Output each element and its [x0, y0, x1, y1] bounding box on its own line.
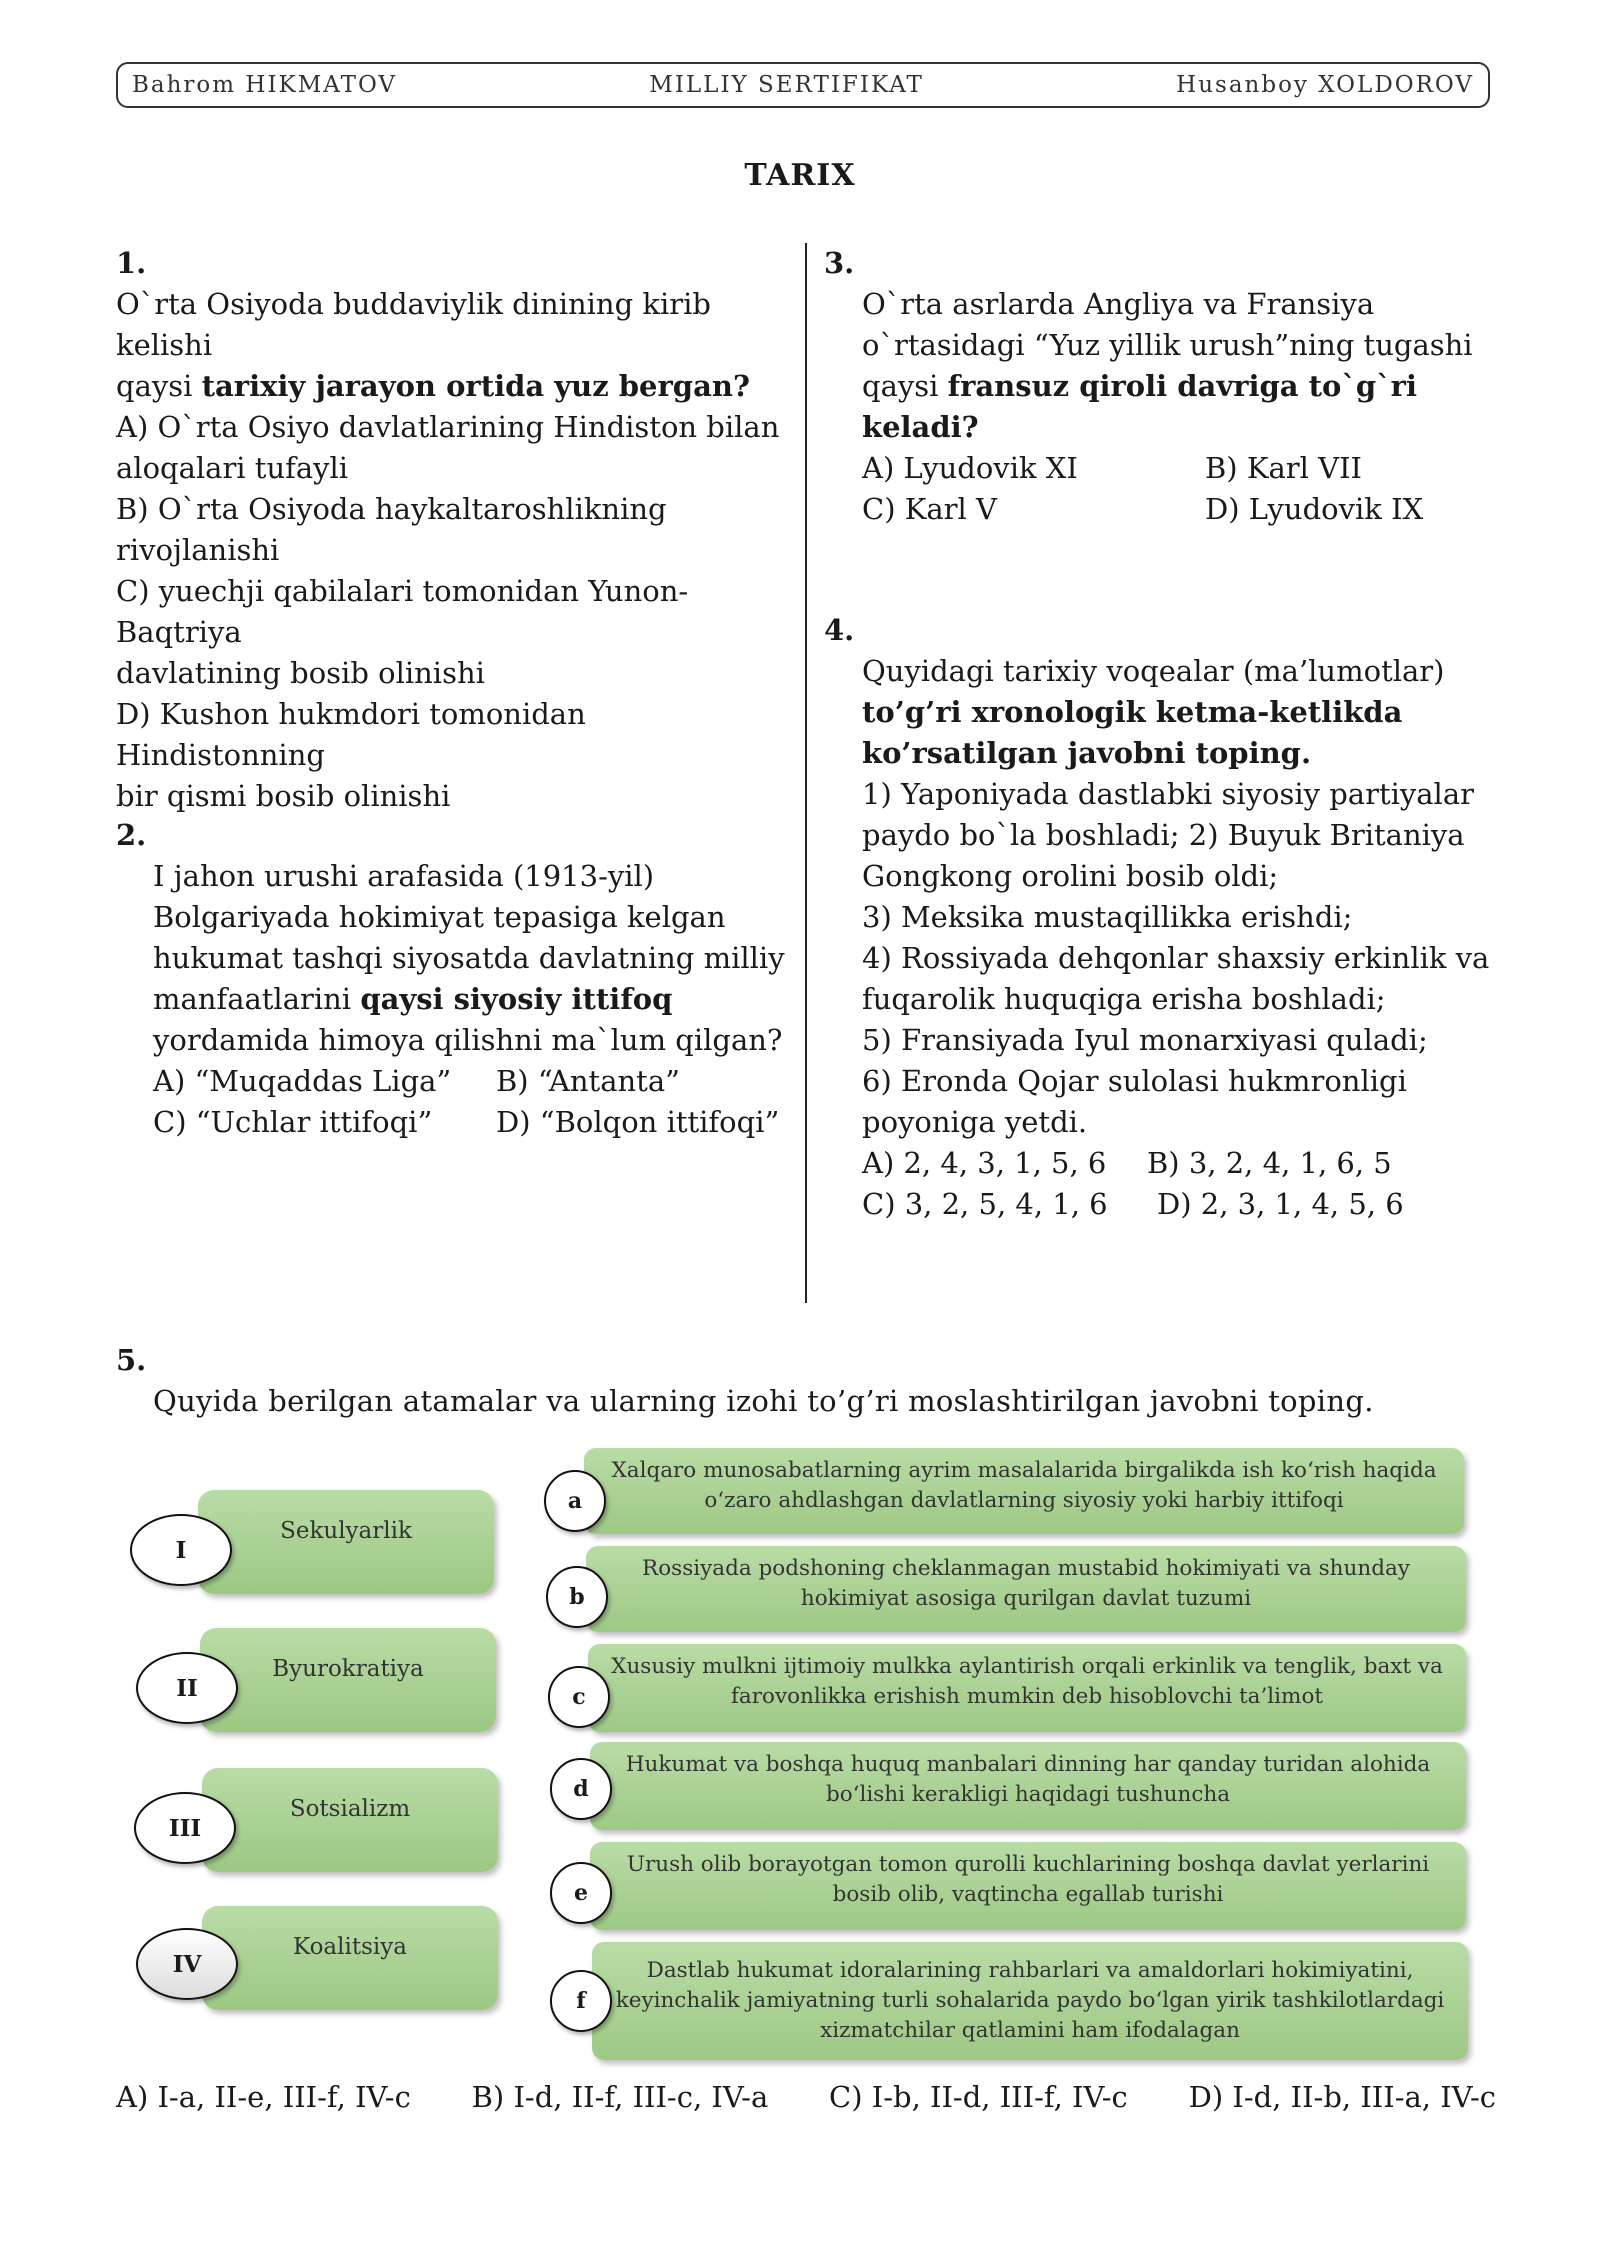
- question-2: [116, 815, 796, 1143]
- question-text: keladi?: [862, 410, 979, 444]
- option-b: B) O`rta Osiyoda haykaltaroshlikning: [116, 492, 667, 526]
- roman-label-2: II: [136, 1652, 238, 1724]
- event-line: 5) Fransiyada Iyul monarxiyasi quladi;: [862, 1023, 1428, 1057]
- option-d-cont: bir qismi bosib olinishi: [116, 779, 451, 813]
- roman-label-1: I: [130, 1514, 232, 1586]
- definition-d: Hukumat va boshqa huquq manbalari dinning har qanday turidan alohida bo‘lishi kerakligi haqidagi tushuncha: [590, 1742, 1466, 1830]
- event-line: paydo bo`la boshladi; 2) Buyuk Britaniya: [862, 818, 1465, 852]
- question-text: O`rta Osiyoda buddaviylik dinining kirib kelishi: [116, 287, 711, 362]
- author-left: Bahrom HIKMATOV: [132, 72, 398, 98]
- definition-c: Xususiy mulkni ijtimoiy mulkka aylantirish orqali erkinlik va tenglik, baxt va farovonlikka erishish mumkin deb hisoblovchi ta’limot: [588, 1644, 1466, 1732]
- option-d: D) Lyudovik IX: [1205, 492, 1424, 526]
- letter-b: b: [546, 1566, 608, 1628]
- answer-options: [116, 2080, 1496, 2114]
- option-a: A) 2, 4, 3, 1, 5, 6: [862, 1146, 1107, 1180]
- option-d: D) I-d, II-b, III-a, IV-c: [1188, 2080, 1496, 2114]
- question-number: 1.: [116, 246, 147, 280]
- option-c: C) “Uchlar ittifoqi”: [153, 1105, 433, 1139]
- definition-a: Xalqaro munosabatlarning ayrim masalalarida birgalikda ish ko‘rish haqida o‘zaro ahdlashgan davlatlarning siyosiy yoki harbiy ittifoqi: [584, 1448, 1464, 1534]
- question-number: 5.: [116, 1343, 147, 1377]
- option-b-cont: rivojlanishi: [116, 533, 280, 567]
- page-header: [116, 62, 1490, 108]
- question-text: yordamida himoya qilishni ma`lum qilgan?: [153, 1023, 783, 1057]
- option-a: A) “Muqaddas Liga”: [153, 1064, 452, 1098]
- option-b: B) 3, 2, 4, 1, 6, 5: [1147, 1146, 1392, 1180]
- letter-a: a: [544, 1470, 606, 1532]
- letter-e: e: [550, 1862, 612, 1924]
- question-text: Bolgariyada hokimiyat tepasiga kelgan: [153, 900, 726, 934]
- term-box-3: Sotsializm: [202, 1768, 498, 1872]
- option-d: D) Kushon hukmdori tomonidan Hindistonning: [116, 697, 586, 772]
- event-line: poyoniga yetdi.: [862, 1105, 1088, 1139]
- event-line: 6) Eronda Qojar sulolasi hukmronligi: [862, 1064, 1407, 1098]
- question-text: hukumat tashqi siyosatda davlatning milliy: [153, 941, 785, 975]
- question-text: qaysi tarixiy jarayon ortida yuz bergan?: [116, 369, 750, 403]
- term-box-4: Koalitsiya: [202, 1906, 498, 2010]
- question-text: o`rtasidagi “Yuz yillik urush”ning tugashi: [862, 328, 1473, 362]
- term-box-2: Byurokratiya: [200, 1628, 496, 1732]
- option-a: A) Lyudovik XI: [862, 451, 1078, 485]
- option-b: B) Karl VII: [1205, 451, 1363, 485]
- question-1: [116, 243, 796, 817]
- option-c-cont: davlatining bosib olinishi: [116, 656, 485, 690]
- question-text: ko’rsatilgan javobni toping.: [862, 736, 1312, 770]
- question-text: manfaatlarini qaysi siyosiy ittifoq: [153, 982, 673, 1016]
- option-a-cont: aloqalari tufayli: [116, 451, 349, 485]
- column-divider: [805, 243, 807, 1303]
- question-text: qaysi fransuz qiroli davriga to`g`ri: [862, 369, 1417, 403]
- term-box-1: Sekulyarlik: [198, 1490, 494, 1594]
- question-3: [824, 243, 1504, 530]
- question-text: O`rta asrlarda Angliya va Fransiya: [862, 287, 1375, 321]
- question-number: 3.: [824, 246, 855, 280]
- question-4: [824, 610, 1524, 1225]
- roman-label-3: III: [134, 1792, 236, 1864]
- definition-e: Urush olib borayotgan tomon qurolli kuchlarining boshqa davlat yerlarini bosib olib, vaqtincha egallab turishi: [590, 1842, 1466, 1930]
- definition-b: Rossiyada podshoning cheklanmagan mustabid hokimiyati va shunday hokimiyat asosiga qurilgan davlat tuzumi: [586, 1546, 1466, 1632]
- question-number: 2.: [116, 818, 147, 852]
- event-line: Gongkong orolini bosib oldi;: [862, 859, 1279, 893]
- question-text: Quyidagi tarixiy voqealar (ma’lumotlar): [862, 654, 1445, 688]
- definition-f: Dastlab hukumat idoralarining rahbarlari va amaldorlari hokimiyatini, keyinchalik jamiyatning turli sohalarida paydo bo‘lgan yirik tashkilotlardagi xizmatchilar qatlamini ham ifodalagan: [592, 1942, 1468, 2060]
- event-line: 4) Rossiyada dehqonlar shaxsiy erkinlik va: [862, 941, 1490, 975]
- option-c: C) yuechji qabilalari tomonidan Yunon-Baqtriya: [116, 574, 689, 649]
- event-line: 3) Meksika mustaqillikka erishdi;: [862, 900, 1353, 934]
- question-5: [116, 1340, 1516, 1422]
- event-line: fuqarolik huquqiga erisha boshladi;: [862, 982, 1386, 1016]
- option-b: B) I-d, II-f, III-c, IV-a: [471, 2080, 769, 2114]
- option-b: B) “Antanta”: [496, 1064, 680, 1098]
- question-number: 4.: [824, 613, 855, 647]
- header-center: MILLIY SERTIFIKAT: [649, 72, 924, 98]
- letter-c: c: [548, 1666, 610, 1728]
- letter-f: f: [550, 1970, 612, 2032]
- option-a: A) O`rta Osiyo davlatlarining Hindiston bilan: [116, 410, 780, 444]
- question-text: Quyida berilgan atamalar va ularning izohi to’g’ri moslashtirilgan javobni toping.: [153, 1384, 1374, 1418]
- author-right: Husanboy XOLDOROV: [1176, 72, 1474, 98]
- roman-label-4: IV: [136, 1928, 238, 2000]
- option-d: D) “Bolqon ittifoqi”: [496, 1105, 780, 1139]
- question-text: to’g’ri xronologik ketma-ketlikda: [862, 695, 1403, 729]
- option-c: C) I-b, II-d, III-f, IV-c: [829, 2080, 1128, 2114]
- option-c: C) 3, 2, 5, 4, 1, 6: [862, 1187, 1108, 1221]
- question-text: I jahon urushi arafasida (1913-yil): [153, 859, 655, 893]
- option-c: C) Karl V: [862, 492, 997, 526]
- letter-d: d: [550, 1758, 612, 1820]
- page-title: TARIX: [744, 158, 856, 193]
- option-d: D) 2, 3, 1, 4, 5, 6: [1157, 1187, 1404, 1221]
- option-a: A) I-a, II-e, III-f, IV-c: [116, 2080, 411, 2114]
- event-line: 1) Yaponiyada dastlabki siyosiy partiyalar: [862, 777, 1474, 811]
